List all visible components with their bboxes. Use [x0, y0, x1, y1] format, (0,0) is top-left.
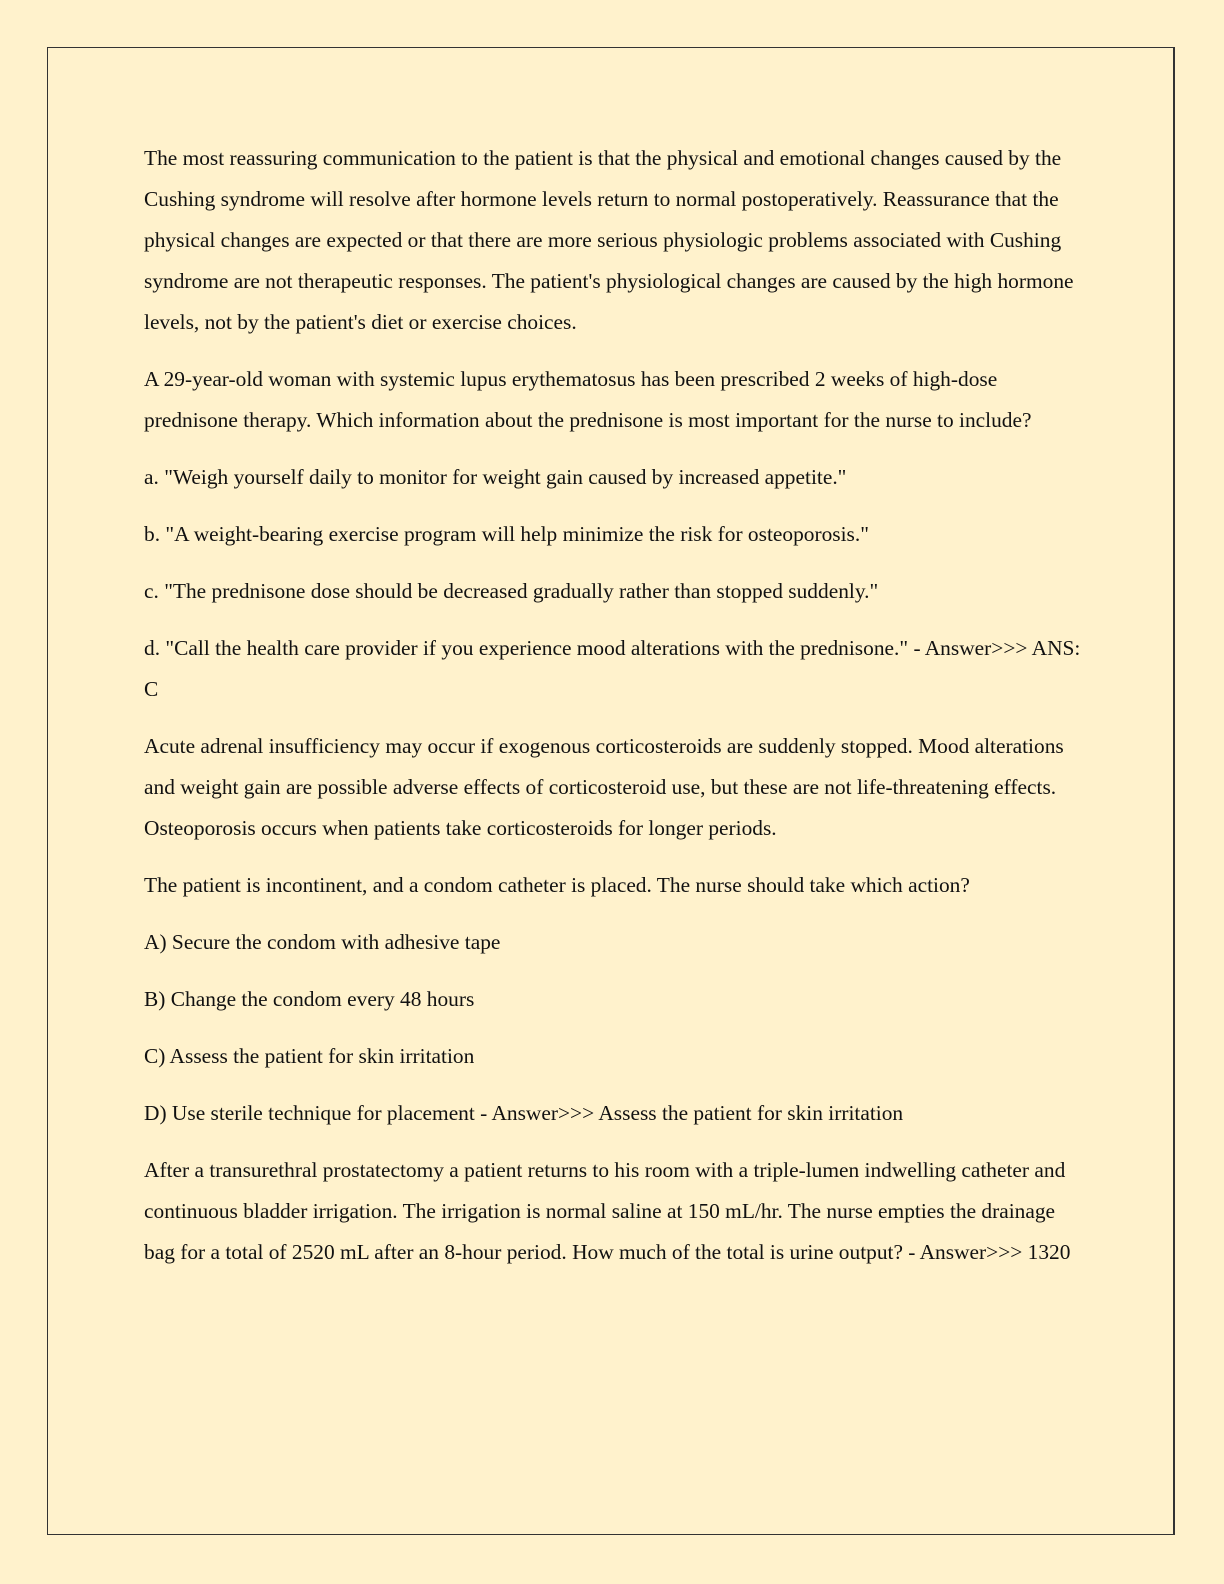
paragraph-condom-catheter-question: The patient is incontinent, and a condom catheter is placed. The nurse should take which action?: [144, 873, 970, 897]
paragraph-prednisone-question: A 29-year-old woman with systemic lupus erythematosus has been prescribed 2 weeks of high-dose prednisone therapy. Which information about the prednisone is most important for the nurse to include?: [144, 367, 1032, 432]
option-d-answer: d. "Call the health care provider if you experience mood alterations with the prednisone." - Answer>>> ANS: C: [144, 636, 1081, 701]
option-C: C) Assess the patient for skin irritation: [144, 1044, 475, 1068]
paragraph-prednisone-rationale: Acute adrenal insufficiency may occur if exogenous corticosteroids are suddenly stopped. Mood alterations and weight gain are possible adverse effects of corticosteroid use, but these are not life-threatening effects. Osteoporosis occurs when patients take corticosteroids for longer periods.: [144, 734, 1064, 840]
paragraph-irrigation-question: After a transurethral prostatectomy a patient returns to his room with a triple-lumen indwelling catheter and continuous bladder irrigation. The irrigation is normal saline at 150 mL/hr. The nurse empties the drainage bag for a total of 2520 mL after an 8-hour period. How much of the total is urine output? - Answer>>> 1320: [144, 1158, 1071, 1264]
option-a: a. "Weigh yourself daily to monitor for weight gain caused by increased appetite.": [144, 465, 847, 489]
option-B: B) Change the condom every 48 hours: [144, 987, 475, 1011]
option-c: c. "The prednisone dose should be decreased gradually rather than stopped suddenly.": [144, 579, 879, 603]
document-body: [144, 138, 1084, 1289]
option-A: A) Secure the condom with adhesive tape: [144, 930, 501, 954]
option-b: b. "A weight-bearing exercise program will help minimize the risk for osteoporosis.": [144, 522, 869, 546]
option-D-answer: D) Use sterile technique for placement - Answer>>> Assess the patient for skin irritation: [144, 1101, 904, 1125]
paragraph-cushing-rationale: The most reassuring communication to the patient is that the physical and emotional changes caused by the Cushing syndrome will resolve after hormone levels return to normal postoperatively. Reassurance that the physical changes are expected or that there are more serious physiologic problems associated with Cushing syndrome are not therapeutic responses. The patient's physiological changes are caused by the high hormone levels, not by the patient's diet or exercise choices.: [144, 146, 1074, 334]
